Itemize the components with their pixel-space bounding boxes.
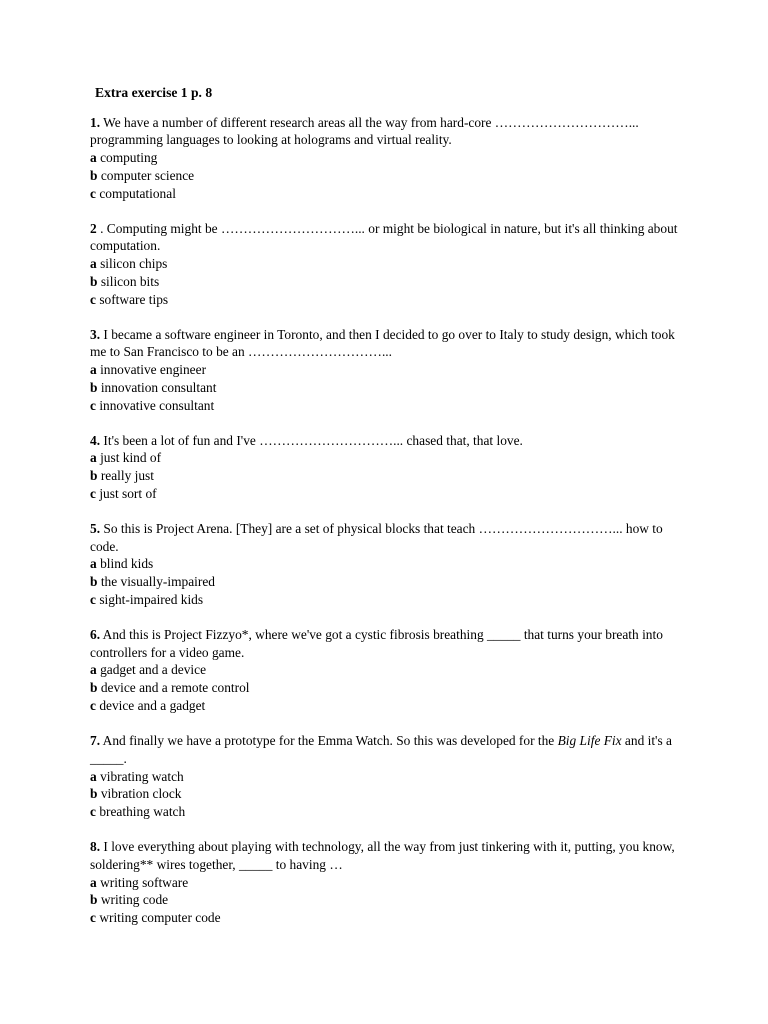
question-text: I love everything about playing with technology, all the way from just tinkering with it, putting, you know, soldering** wires together, _____ to having … [90,839,675,872]
question-number: 6. [90,627,101,643]
option-text: innovation consultant [100,379,217,395]
option-b [90,273,690,291]
option-a [90,449,690,467]
option-text: device and a remote control [100,680,250,696]
option-letter: a [90,256,97,272]
option-text: vibrating watch [100,768,184,784]
option-text: writing software [100,874,189,890]
question-4 [90,432,690,503]
option-text: vibration clock [100,786,182,802]
question-3 [90,326,690,415]
question-stem [90,220,690,255]
option-c [90,803,690,821]
option-letter: b [90,574,98,590]
question-1 [90,114,690,203]
option-text: computational [99,185,176,201]
question-stem [90,326,690,361]
option-b [90,573,690,591]
option-letter: a [90,450,97,466]
show-title: Big Life Fix [557,733,622,749]
question-text: I became a software engineer in Toronto, and then I decided to go over to Italy to study design, which took me to San Francisco to be an …………………………... [90,326,675,360]
option-c [90,909,690,927]
option-a [90,255,690,273]
question-text: It's been a lot of fun and I've …………………………... chased that, that love. [103,432,523,448]
question-number: 1. [90,114,101,130]
option-a [90,768,690,786]
option-b [90,167,690,185]
question-text: So this is Project Arena. [They] are a set of physical blocks that teach …………………………... how to code. [90,521,663,554]
option-c [90,485,690,503]
option-text: breathing watch [99,803,186,819]
option-letter: b [90,680,98,696]
option-text: computer science [100,167,195,183]
option-b [90,379,690,397]
option-a [90,555,690,573]
question-2 [90,220,690,309]
option-letter: b [90,786,98,802]
option-text: really just [100,468,154,484]
option-letter: c [90,397,96,413]
question-text-end: and it's a _____. [90,733,672,766]
option-text: sight-impaired kids [99,591,204,607]
question-number: 2 [90,220,97,236]
option-b [90,679,690,697]
option-a [90,149,690,167]
question-number: 8. [90,839,101,855]
option-letter: a [90,874,97,890]
question-stem [90,432,690,450]
option-b [90,891,690,909]
question-8 [90,838,690,927]
option-text: writing computer code [99,909,221,925]
option-text: computing [100,150,158,166]
option-text: silicon bits [100,273,160,289]
option-c [90,697,690,715]
option-text: just sort of [99,485,157,501]
question-stem [90,626,690,661]
option-letter: a [90,768,97,784]
option-c [90,291,690,309]
option-letter: c [90,185,96,201]
option-a [90,361,690,379]
option-b [90,467,690,485]
question-number: 3. [90,326,101,342]
question-stem [90,520,690,555]
option-letter: a [90,662,97,678]
option-letter: b [90,167,98,183]
option-text: blind kids [100,556,154,572]
question-stem [90,114,690,149]
option-letter: a [90,150,97,166]
option-letter: b [90,273,98,289]
option-letter: c [90,803,96,819]
worksheet-page [90,84,690,944]
option-a [90,874,690,892]
option-letter: a [90,362,97,378]
option-text: software tips [99,291,169,307]
option-a [90,661,690,679]
option-text: device and a gadget [99,697,206,713]
question-5 [90,520,690,609]
question-6 [90,626,690,715]
question-text: We have a number of different research areas all the way from hard-core …………………………... programming languages to looking at holograms and virtual reality. [90,114,639,148]
option-letter: b [90,379,98,395]
option-text: innovative consultant [99,397,215,413]
question-stem [90,838,690,873]
option-c [90,397,690,415]
option-text: the visually-impaired [100,574,215,590]
question-stem [90,732,690,767]
option-text: silicon chips [100,256,168,272]
option-text: innovative engineer [100,362,207,378]
option-c [90,185,690,203]
option-letter: c [90,909,96,925]
option-letter: c [90,291,96,307]
exercise-title: Extra exercise 1 p. 8 [95,85,213,100]
question-text: And finally we have a prototype for the Emma Watch. So this was developed for the [102,733,558,749]
question-number: 4. [90,432,101,448]
option-letter: c [90,697,96,713]
option-b [90,785,690,803]
option-letter: a [90,556,97,572]
question-text: . Computing might be …………………………... or might be biological in nature, but it's all thinking about computation. [90,220,678,254]
question-number: 5. [90,521,101,537]
question-number: 7. [90,733,101,749]
option-letter: c [90,591,96,607]
question-text: And this is Project Fizzyo*, where we've got a cystic fibrosis breathing _____ that turns your breath into controllers for a video game. [90,627,663,660]
option-text: gadget and a device [100,662,207,678]
option-letter: b [90,468,98,484]
question-7 [90,732,690,821]
option-letter: b [90,892,98,908]
option-text: just kind of [100,450,162,466]
option-c [90,591,690,609]
option-letter: c [90,485,96,501]
option-text: writing code [100,892,169,908]
